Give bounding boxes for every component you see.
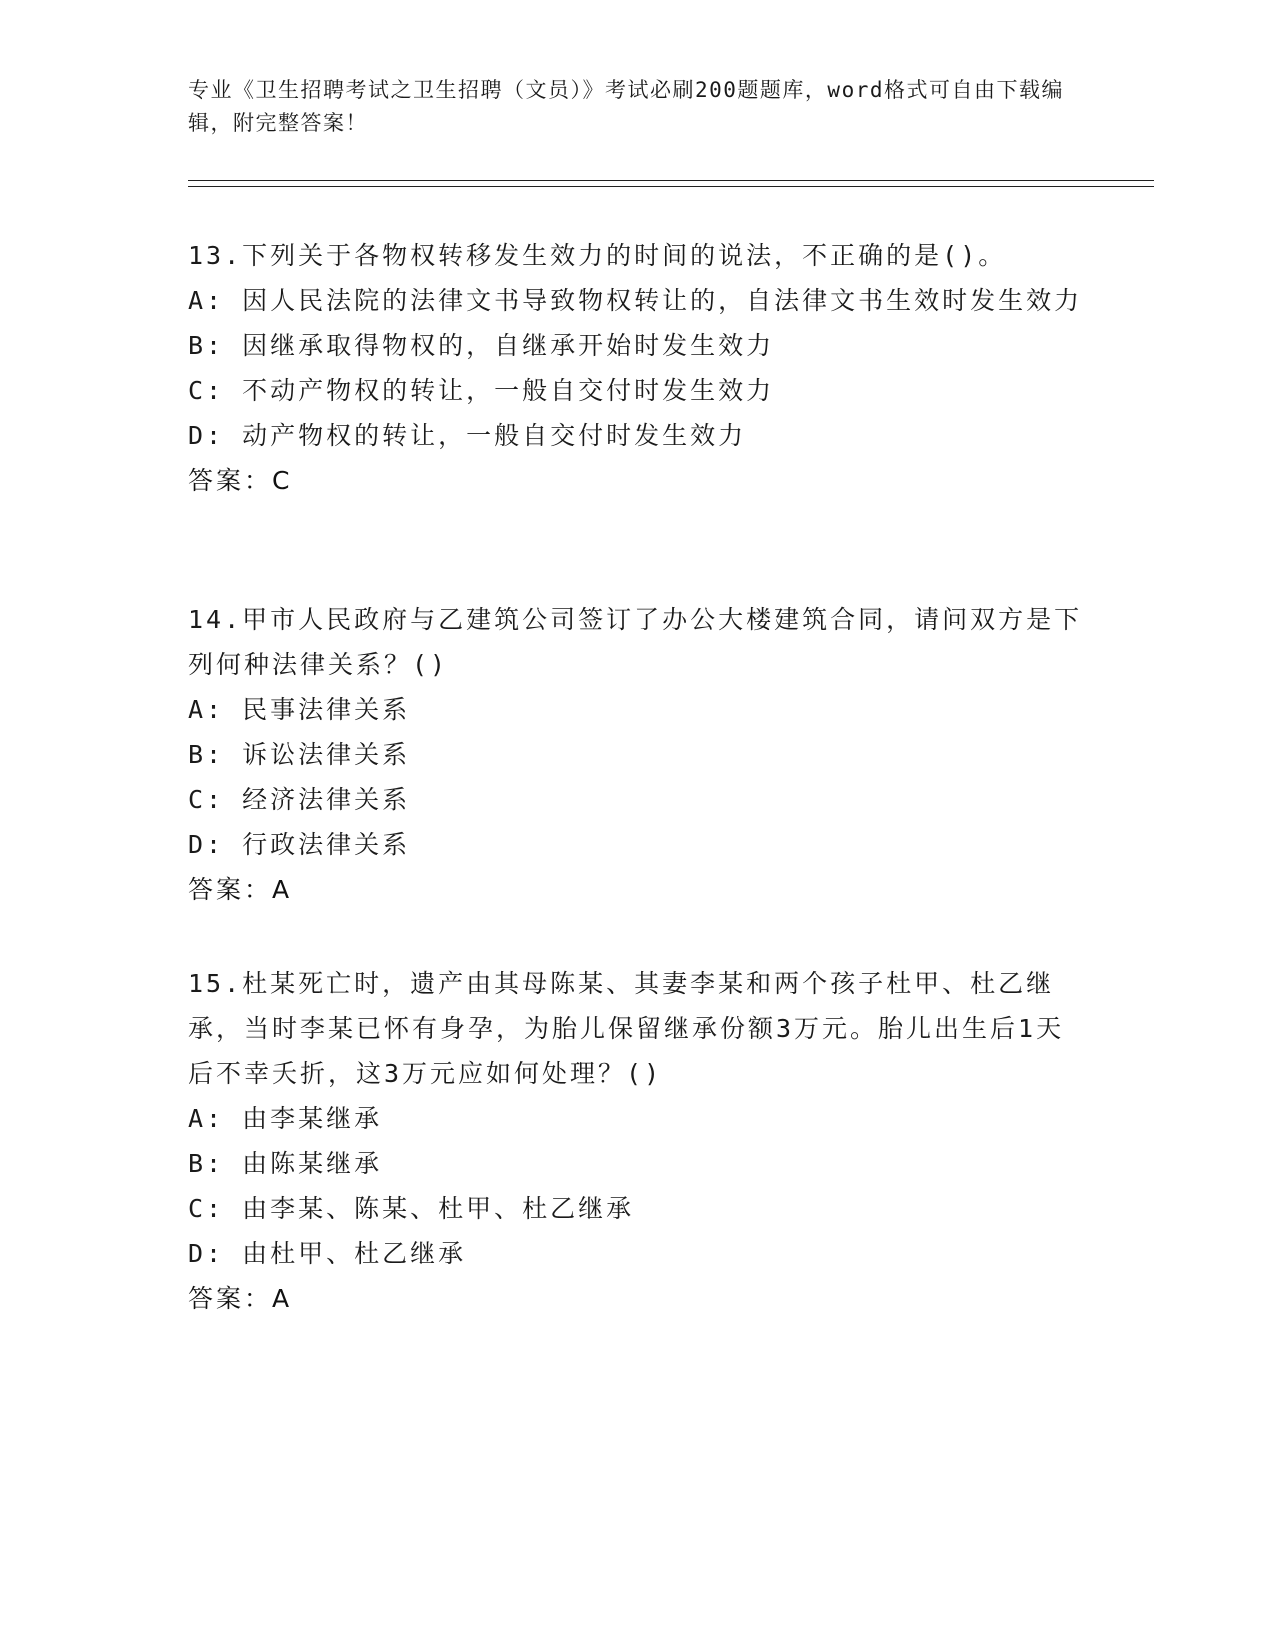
header-divider-top: [188, 180, 1154, 181]
answer-label: 答案：: [188, 875, 273, 904]
answer-line: [188, 1276, 1088, 1321]
question-stem: 14.甲市人民政府与乙建筑公司签订了办公大楼建筑合同，请问双方是下列何种法律关系？(): [188, 605, 1083, 679]
option-b: B: 因继承取得物权的，自继承开始时发生效力: [188, 331, 775, 360]
question-15: [188, 961, 1088, 1321]
document-header: [188, 74, 1068, 140]
option-c: C: 由李某、陈某、杜甲、杜乙继承: [188, 1194, 635, 1223]
option-d: D: 行政法律关系: [188, 830, 411, 859]
option-a: A: 因人民法院的法律文书导致物权转让的，自法律文书生效时发生效力: [188, 286, 1083, 315]
option-d: D: 动产物权的转让，一般自交付时发生效力: [188, 421, 747, 450]
answer-value: C: [272, 466, 291, 495]
answer-label: 答案：: [188, 1284, 273, 1313]
question-stem: 15.杜某死亡时，遗产由其母陈某、其妻李某和两个孩子杜甲、杜乙继承，当时李某已怀有身孕，为胎儿保留继承份额3万元。胎儿出生后1天后不幸夭折，这3万元应如何处理？(): [188, 969, 1065, 1088]
option-a: A: 由李某继承: [188, 1104, 383, 1133]
answer-label: 答案：: [188, 466, 273, 495]
answer-line: [188, 458, 1088, 503]
option-b: B: 诉讼法律关系: [188, 740, 411, 769]
option-c: C: 不动产物权的转让，一般自交付时发生效力: [188, 376, 775, 405]
question-stem: 13.下列关于各物权转移发生效力的时间的说法，不正确的是()。: [188, 241, 1007, 270]
option-c: C: 经济法律关系: [188, 785, 411, 814]
option-b: B: 由陈某继承: [188, 1149, 383, 1178]
header-divider-bottom: [188, 186, 1154, 187]
answer-value: A: [272, 1284, 291, 1313]
question-13: [188, 233, 1088, 503]
question-14: [188, 597, 1088, 912]
answer-value: A: [272, 875, 291, 904]
answer-line: [188, 867, 1088, 912]
option-d: D: 由杜甲、杜乙继承: [188, 1239, 467, 1268]
header-text: 专业《卫生招聘考试之卫生招聘（文员）》考试必刷200题题库，word格式可自由下载编辑，附完整答案！: [188, 78, 1064, 135]
option-a: A: 民事法律关系: [188, 695, 411, 724]
